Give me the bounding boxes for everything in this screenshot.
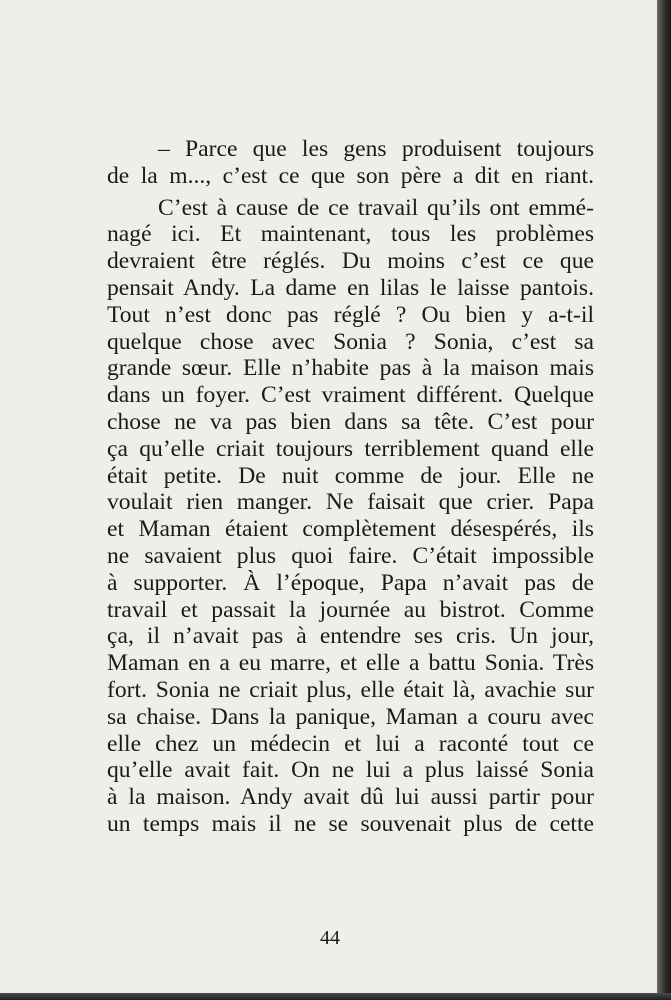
text-line: qu’elle avait fait. On ne lui a plus laissé Sonia xyxy=(107,757,594,784)
text-line: fort. Sonia ne criait plus, elle était là, avachie sur xyxy=(107,676,594,703)
text-line: de la m..., c’est ce que son père a dit en riant. xyxy=(107,162,594,189)
text-line: était petite. De nuit comme de jour. Elle ne xyxy=(107,462,594,489)
text-line: C’est à cause de ce travail qu’ils ont emmé- xyxy=(158,194,594,221)
text-line: dans un foyer. C’est vraiment différent. Quelque xyxy=(107,382,594,409)
text-line: ça, il n’avait pas à entendre ses cris. Un jour, xyxy=(107,623,594,650)
paragraph-1 xyxy=(107,136,594,190)
text-line: un temps mais il ne se souvenait plus de cette xyxy=(107,810,594,837)
text-line: voulait rien manger. Ne faisait que crier. Papa xyxy=(107,489,594,516)
text-line: à supporter. À l’époque, Papa n’avait pas de xyxy=(107,569,594,596)
text-line: sa chaise. Dans la panique, Maman a couru avec xyxy=(107,703,594,730)
page-edge-shadow xyxy=(657,0,671,1000)
text-line: travail et passait la journée au bistrot. Comme xyxy=(107,596,594,623)
text-line: nagé ici. Et maintenant, tous les problèmes xyxy=(107,221,594,248)
text-line: et Maman étaient complètement désespérés, ils xyxy=(107,516,594,543)
text-line: à la maison. Andy avait dû lui aussi partir pour xyxy=(107,784,594,811)
text-line: Maman en a eu marre, et elle a battu Sonia. Très xyxy=(107,650,594,677)
text-line: ça qu’elle criait toujours terriblement quand elle xyxy=(107,435,594,462)
text-line: devraient être réglés. Du moins c’est ce que xyxy=(107,248,594,275)
text-line: Tout n’est donc pas réglé ? Ou bien y a-t-il xyxy=(107,301,594,328)
page-number: 44 xyxy=(320,927,340,949)
paragraph-2 xyxy=(107,195,594,838)
page-bottom-edge xyxy=(0,993,671,1000)
text-line: pensait Andy. La dame en lilas le laisse pantois. xyxy=(107,274,594,301)
text-line: chose ne va pas bien dans sa tête. C’est pour xyxy=(107,408,594,435)
text-line: – Parce que les gens produisent toujours xyxy=(158,136,594,162)
text-line: ne savaient plus quoi faire. C’était impossible xyxy=(107,542,594,569)
text-line: grande sœur. Elle n’habite pas à la maison mais xyxy=(107,355,594,382)
text-line: quelque chose avec Sonia ? Sonia, c’est sa xyxy=(107,328,594,355)
text-line: elle chez un médecin et lui a raconté tout ce xyxy=(107,730,594,757)
body-text xyxy=(107,136,594,838)
